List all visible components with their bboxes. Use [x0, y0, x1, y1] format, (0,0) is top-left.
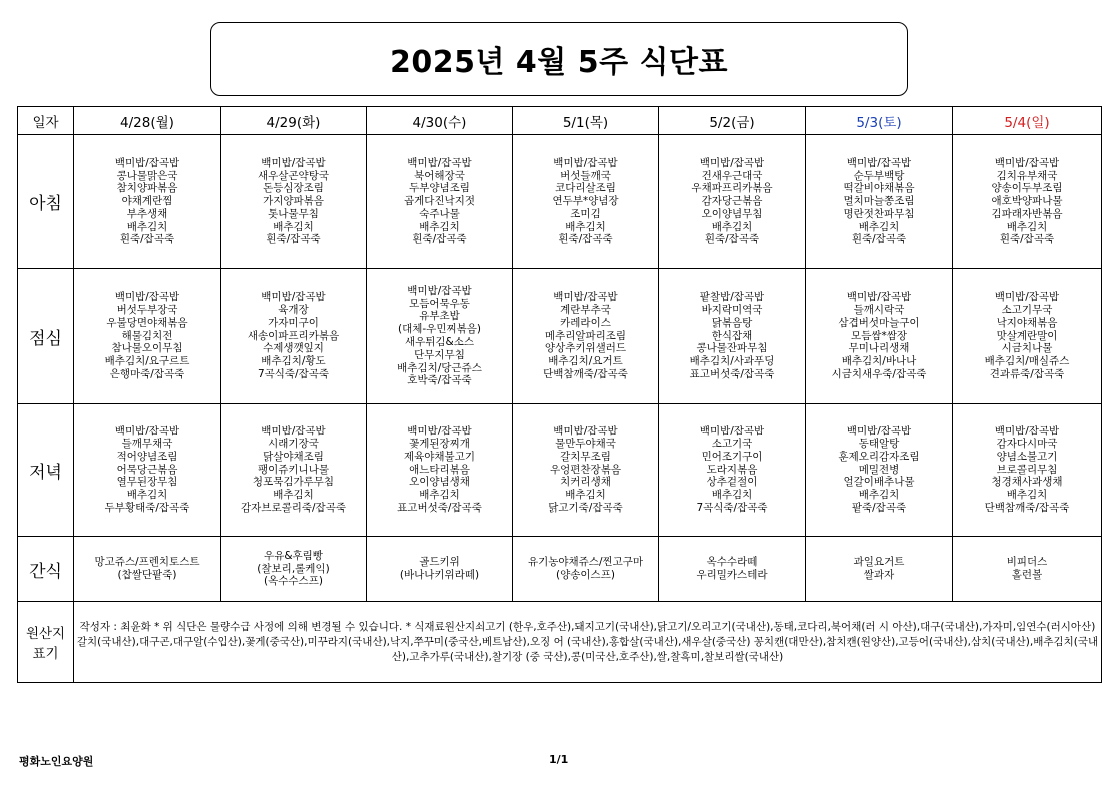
menu-item: 배추김치/매실쥬스 — [984, 355, 1070, 368]
day-header: 4/28(월) — [74, 107, 221, 135]
menu-item: 닭고기죽/잡곡죽 — [548, 501, 623, 514]
menu-item: 열무된장무침 — [116, 476, 178, 489]
menu-item: 팽이쥬키니나물 — [257, 463, 329, 476]
menu-cell — [513, 537, 659, 602]
menu-item: 과일요거트 — [853, 556, 905, 569]
menu-item: 배추김치/요거트 — [548, 355, 623, 368]
meal-label-snack: 간식 — [18, 537, 74, 602]
menu-item: 단백참깨죽/잡곡죽 — [984, 501, 1070, 514]
menu-item: 홀런볼 — [1011, 569, 1043, 581]
menu-item: 애느타리볶음 — [409, 463, 470, 476]
menu-item: 백미밥/잡곡밥 — [553, 156, 618, 169]
menu-item: 오이양념생채 — [409, 476, 470, 489]
menu-item: 연두부*양념장 — [552, 195, 619, 208]
menu-cell — [806, 269, 953, 404]
footer-organization: 평화노인요양원 — [19, 755, 94, 768]
menu-item: 배추김치/바나나 — [841, 355, 917, 368]
menu-cell — [806, 135, 953, 269]
menu-item: 계란부추국 — [560, 304, 611, 316]
menu-item: 유부초밥 — [419, 310, 460, 323]
menu-item: 감자당근볶음 — [701, 195, 763, 208]
menu-item: 우엉편찬장볶음 — [549, 463, 621, 476]
menu-item: 갈치무조림 — [560, 450, 611, 463]
menu-cell — [806, 404, 953, 537]
menu-item: 닭볶음탕 — [711, 316, 753, 329]
menu-item: 백미밥/잡곡밥 — [846, 425, 912, 438]
meal-label-breakfast: 아침 — [18, 135, 74, 269]
menu-item: 백미밥/잡곡밥 — [553, 425, 618, 438]
menu-item: 망고쥬스/프렌치토스트 — [94, 556, 200, 569]
menu-item: 청경채사과생채 — [991, 476, 1063, 489]
menu-item: 두부황태죽/잡곡죽 — [104, 501, 190, 514]
menu-cell — [953, 404, 1102, 537]
menu-item: (찹쌀단팥죽) — [117, 569, 177, 581]
menu-item: 쌀과자 — [863, 569, 895, 581]
menu-item: 메추리알파리조림 — [544, 329, 627, 342]
menu-item: 해물김치전 — [121, 329, 173, 342]
menu-item: 배추김치 — [419, 220, 460, 233]
meal-label-dinner: 저녁 — [18, 404, 74, 537]
menu-cell — [367, 269, 513, 404]
menu-item: 북어해장국 — [414, 169, 465, 182]
day-header-saturday: 5/3(토) — [806, 107, 953, 135]
day-header: 5/1(목) — [513, 107, 659, 135]
menu-item: 떡갈비야채볶음 — [843, 182, 915, 195]
menu-item: 유기농야채쥬스/찐고구마 — [527, 556, 644, 569]
menu-item: 바지락미역국 — [701, 304, 763, 316]
menu-item: 상추겉절이 — [706, 476, 758, 489]
menu-item: 소고기무국 — [1001, 304, 1053, 316]
menu-item: 콩나물잔파무침 — [696, 342, 768, 355]
menu-item: 비피더스 — [1006, 556, 1048, 569]
menu-item: 백미밥/잡곡밥 — [261, 291, 326, 304]
menu-item: 야채계란찜 — [121, 195, 173, 208]
menu-cell — [74, 404, 221, 537]
menu-item: 시금치새우죽/잡곡죽 — [831, 367, 927, 380]
menu-item: 도라지볶음 — [706, 463, 758, 476]
menu-item: 백미밥/잡곡밥 — [114, 156, 180, 169]
menu-item: 우채파프리카볶음 — [691, 182, 773, 195]
menu-item: 들깨시락국 — [853, 304, 905, 316]
menu-item: 배추김치 — [1006, 489, 1048, 502]
menu-item: 흰죽/잡곡죽 — [558, 233, 613, 246]
menu-item: 흰죽/잡곡죽 — [119, 233, 175, 246]
menu-cell — [221, 537, 367, 602]
menu-item: 옥수수라떼 — [706, 556, 758, 569]
menu-item: 백미밥/잡곡밥 — [994, 156, 1060, 169]
menu-item: 배추김치 — [126, 489, 168, 502]
menu-table — [17, 106, 1102, 683]
menu-item: 표고버섯죽/잡곡죽 — [689, 367, 775, 380]
menu-item: 배추김치 — [273, 220, 314, 233]
menu-item: 오이양념무침 — [701, 207, 763, 220]
day-header: 4/30(수) — [367, 107, 513, 135]
menu-cell — [367, 135, 513, 269]
menu-item: 숙주나물 — [419, 207, 460, 220]
menu-item: 수제생깻잎지 — [263, 342, 324, 355]
dinner-row — [18, 404, 1102, 537]
menu-item: 치커리생채 — [560, 476, 611, 489]
menu-item: 백미밥/잡곡밥 — [407, 425, 472, 438]
menu-item: 가지양파볶음 — [263, 195, 324, 208]
menu-item: 참치양파볶음 — [116, 182, 178, 195]
menu-item: 얼갈이배추나물 — [843, 476, 915, 489]
menu-item: 호박죽/잡곡죽 — [407, 374, 472, 387]
menu-item: 카레라이스 — [560, 316, 611, 329]
menu-item: 배추김치 — [419, 489, 460, 502]
menu-item: 시금치나물 — [1001, 342, 1053, 355]
menu-item: 모듬쌈*쌈장 — [851, 329, 907, 342]
menu-item: 삼겹버섯마늘구이 — [838, 316, 920, 329]
menu-item: 가자미구이 — [268, 316, 319, 329]
menu-item: 팥찰밥/잡곡밥 — [699, 291, 765, 304]
menu-item: 골드키위 — [419, 556, 460, 569]
menu-item: 버섯두부장국 — [116, 304, 178, 316]
menu-item: 꽃게된장찌개 — [409, 438, 470, 450]
menu-item: 배추김치/요구르트 — [104, 355, 190, 368]
menu-item: 백미밥/잡곡밥 — [994, 291, 1060, 304]
menu-item: 동태알탕 — [858, 438, 900, 450]
menu-cell — [806, 537, 953, 602]
menu-item: 단백참깨죽/잡곡죽 — [543, 367, 628, 380]
menu-item: 참나물오이무침 — [111, 342, 183, 355]
menu-item: 김파래자반볶음 — [991, 207, 1063, 220]
menu-item: 흰죽/잡곡죽 — [704, 233, 760, 246]
menu-item: 곱게다진낙지젓 — [403, 195, 475, 208]
menu-item: 애호박양파나물 — [991, 195, 1063, 208]
snack-row — [18, 537, 1102, 602]
menu-item: 배추김치/당근쥬스 — [397, 361, 482, 374]
menu-item: 건새우근대국 — [701, 169, 763, 182]
day-header: 5/2(금) — [659, 107, 806, 135]
menu-item: 브로콜리무침 — [996, 463, 1058, 476]
title-box — [210, 22, 908, 96]
menu-item: 김치유부채국 — [996, 169, 1058, 182]
menu-item: 새우살곤약탕국 — [257, 169, 329, 182]
menu-cell — [953, 537, 1102, 602]
menu-item: 새송이파프리카볶음 — [247, 329, 340, 342]
menu-item: 맛살계란말이 — [996, 329, 1058, 342]
menu-item: 백미밥/잡곡밥 — [846, 291, 912, 304]
menu-item: 육개장 — [278, 304, 309, 316]
menu-item: 백미밥/잡곡밥 — [114, 425, 180, 438]
day-header: 4/29(화) — [221, 107, 367, 135]
menu-item: 백미밥/잡곡밥 — [261, 156, 326, 169]
menu-item: 명란젓찬파무침 — [843, 207, 915, 220]
menu-item: 배추김치/사과푸딩 — [689, 355, 775, 368]
origin-label: 원산지 표기 — [18, 602, 74, 683]
menu-item: 민어조기구이 — [701, 450, 763, 463]
menu-item: 흰죽/잡곡죽 — [851, 233, 907, 246]
menu-item: 한식잡채 — [711, 329, 753, 342]
menu-cell — [953, 135, 1102, 269]
menu-item: 배추김치 — [858, 489, 900, 502]
menu-cell — [74, 269, 221, 404]
menu-item: 표고버섯죽/잡곡죽 — [397, 501, 482, 514]
menu-item: 견과류죽/잡곡죽 — [989, 367, 1065, 380]
menu-item: 적어양념조림 — [116, 450, 178, 463]
menu-item: 배추김치 — [126, 220, 168, 233]
menu-item: (대체-우민찌볶음) — [398, 323, 481, 336]
menu-item: 버섯들깨국 — [560, 169, 611, 182]
menu-item: 훈제오리감자조림 — [838, 450, 920, 463]
menu-item: 백미밥/잡곡밥 — [407, 156, 472, 169]
header-corner: 일자 — [18, 107, 74, 135]
menu-item: 배추김치 — [858, 220, 900, 233]
origin-row — [18, 602, 1102, 683]
menu-item: (옥수수스프) — [264, 575, 323, 588]
menu-item: 팥죽/잡곡죽 — [851, 501, 907, 514]
menu-item: 무미나리생채 — [848, 342, 910, 355]
menu-item: 메밀전병 — [858, 463, 900, 476]
menu-item: 물만두야채국 — [555, 438, 616, 450]
menu-item: 백미밥/잡곡밥 — [261, 425, 326, 438]
menu-item: 들깨무채국 — [121, 438, 173, 450]
menu-cell — [513, 269, 659, 404]
menu-cell — [221, 404, 367, 537]
menu-item: 우불당면야채볶음 — [106, 316, 188, 329]
menu-item: 흰죽/잡곡죽 — [412, 233, 467, 246]
menu-item: 멸치마늘쫑조림 — [843, 195, 915, 208]
menu-item: 백미밥/잡곡밥 — [699, 156, 765, 169]
menu-item: 백미밥/잡곡밥 — [994, 425, 1060, 438]
menu-item: 단무지무침 — [414, 348, 465, 361]
menu-item: 양상추키위샐러드 — [544, 342, 627, 355]
menu-item: 코다리살조림 — [555, 182, 616, 195]
menu-item: 배추김치 — [565, 489, 606, 502]
menu-item: 양송이두부조림 — [991, 182, 1063, 195]
menu-item: 톳나물무침 — [268, 207, 319, 220]
menu-cell — [367, 537, 513, 602]
breakfast-row — [18, 135, 1102, 269]
menu-cell — [513, 404, 659, 537]
menu-item: 조미김 — [570, 207, 601, 220]
menu-item: 낙지야채볶음 — [996, 316, 1058, 329]
menu-item: 닭살야채조림 — [263, 450, 324, 463]
day-header-sunday: 5/4(일) — [953, 107, 1102, 135]
menu-item: 백미밥/잡곡밥 — [846, 156, 912, 169]
menu-item: 흰죽/잡곡죽 — [266, 233, 321, 246]
menu-item: 배추김치/황도 — [261, 355, 326, 368]
menu-item: 백미밥/잡곡밥 — [114, 291, 180, 304]
menu-item: (양송이스프) — [556, 569, 615, 581]
origin-text: 작성자 : 최윤화 * 위 식단은 물량수급 사정에 의해 변경될 수 있습니다. * 식재료원산지쇠고기 (한우,호주산),돼지고기(국내산),닭고기/오리고기(국내산),동태,코다리,북어채(러 시 아산),대구(국내산),가자미,임연수(러시아산) 갈치(국내산),대구곤,대구알(수입산),꽃게(중국산),미꾸라지(국내산),낙지,쭈꾸미(중국산,베트남산),오징 어 (국내산),홍합살(국내산),새우살(중국산) 꽁치캔(대만산),참치캔(원양산),고등어(국내산),삼치(국내산),배추김치(국내산),고추가루(국내산),찰기장 (중 국산),콩(미국산,호주산),쌀,찰흑미,찰보리쌀(국내산) — [74, 602, 1102, 683]
menu-cell — [513, 135, 659, 269]
menu-item: 돈등심장조림 — [263, 182, 324, 195]
menu-item: 모듬어묵우동 — [409, 297, 470, 310]
menu-item: 7곡식죽/잡곡죽 — [696, 501, 768, 514]
menu-item: 감자다시마국 — [996, 438, 1058, 450]
menu-item: 백미밥/잡곡밥 — [407, 284, 472, 297]
menu-item: 청포묵김가루무침 — [252, 476, 335, 489]
menu-item: 우리밀카스테라 — [696, 569, 768, 581]
menu-item: (찰보리,롤케익) — [257, 562, 330, 575]
menu-item: 부추생채 — [126, 207, 168, 220]
menu-cell — [367, 404, 513, 537]
menu-item: 은행마죽/잡곡죽 — [109, 367, 185, 380]
menu-item: 어묵당근볶음 — [116, 463, 178, 476]
menu-item: 배추김치 — [565, 220, 606, 233]
menu-item: 백미밥/잡곡밥 — [699, 425, 765, 438]
menu-cell — [659, 269, 806, 404]
menu-item: 백미밥/잡곡밥 — [553, 291, 618, 304]
menu-item: 감자브로콜리죽/잡곡죽 — [241, 501, 346, 514]
menu-cell — [659, 135, 806, 269]
menu-item: 제육야채불고기 — [403, 450, 475, 463]
menu-item: 새우튀김&소스 — [404, 336, 475, 348]
menu-item: 배추김치 — [711, 489, 753, 502]
menu-cell — [659, 537, 806, 602]
lunch-row — [18, 269, 1102, 404]
menu-cell — [74, 537, 221, 602]
menu-cell — [953, 269, 1102, 404]
menu-cell — [221, 269, 367, 404]
menu-item: 우유&후림빵 — [264, 549, 323, 562]
menu-item: 콩나물맑은국 — [116, 169, 178, 182]
meal-label-lunch: 점심 — [18, 269, 74, 404]
menu-cell — [659, 404, 806, 537]
menu-item: 순두부백탕 — [853, 169, 905, 182]
menu-item: 시래기장국 — [268, 438, 319, 450]
footer-page-number: 1/1 — [549, 753, 569, 766]
menu-cell — [74, 135, 221, 269]
menu-item: 배추김치 — [1006, 220, 1048, 233]
menu-item: 흰죽/잡곡죽 — [999, 233, 1055, 246]
page-title: 2025년 4월 5주 식단표 — [390, 45, 728, 80]
menu-cell — [221, 135, 367, 269]
menu-item: 7곡식죽/잡곡죽 — [257, 367, 330, 380]
header-row — [18, 107, 1102, 135]
menu-item: (바나나키위라떼) — [399, 569, 480, 581]
menu-item: 두부양념조림 — [409, 182, 470, 195]
menu-item: 소고기국 — [711, 438, 753, 450]
menu-item: 양념소불고기 — [996, 450, 1058, 463]
menu-item: 배추김치 — [273, 489, 314, 502]
menu-item: 배추김치 — [711, 220, 753, 233]
